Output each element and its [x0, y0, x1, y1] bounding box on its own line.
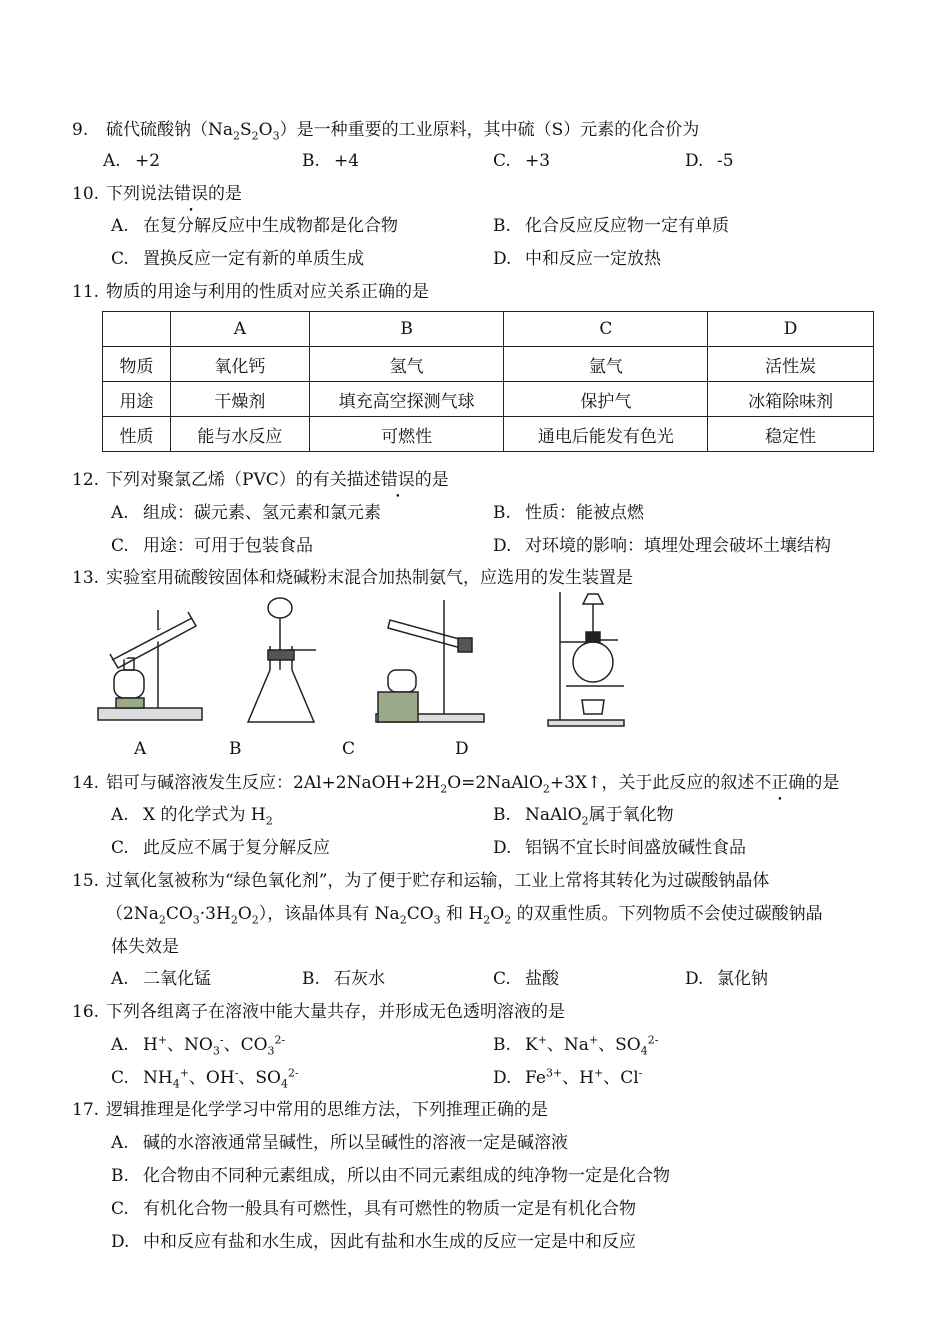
- stem-text: S: [240, 120, 252, 140]
- option-label: C.: [111, 1199, 129, 1219]
- subscript: 2: [233, 129, 241, 143]
- superscript: -: [234, 1066, 239, 1080]
- table-cell: 干燥剂: [170, 382, 309, 417]
- question-14-stem: [72, 771, 839, 795]
- stem-text: ）是一种重要的工业原料，其中硫（S）元素的化合价为: [279, 120, 700, 140]
- stem-text: 硫代硫酸钠（Na: [106, 120, 234, 140]
- option-text: +3: [525, 151, 551, 171]
- question-number: 17.: [72, 1100, 100, 1120]
- stem-text: （2Na: [106, 904, 159, 924]
- table-cell: 保护气: [504, 382, 708, 417]
- subscript: 2: [251, 129, 259, 143]
- option-b: [493, 501, 644, 525]
- stem-text: O: [237, 904, 252, 924]
- subscript: 4: [172, 1077, 180, 1091]
- option-label: B.: [302, 969, 320, 989]
- stem-text: 过氧化氢被称为“绿色氧化剂”，为了便于贮存和运输，工业上常将其转化为过碳酸钠晶体: [106, 871, 770, 891]
- table-row: [103, 417, 874, 452]
- option-text: 中和反应有盐和水生成，因此有盐和水生成的反应一定是中和反应: [143, 1232, 636, 1252]
- question-17-stem: [72, 1098, 548, 1122]
- property-table: [102, 311, 874, 452]
- ion-text: K: [525, 1035, 538, 1055]
- option-label: B.: [302, 151, 320, 171]
- option-text: 化合反应反应物一定有单质: [525, 216, 729, 236]
- option-label: A.: [111, 216, 129, 236]
- superscript: +: [593, 1066, 604, 1080]
- subscript: 2: [251, 913, 259, 927]
- option-label: B.: [111, 1166, 129, 1186]
- figure-label: B: [229, 739, 242, 759]
- superscript: -: [219, 1033, 224, 1047]
- ion-text: 、Na: [546, 1035, 589, 1055]
- stem-text: O=2NaAlO: [447, 773, 543, 793]
- ion-text: 、OH: [188, 1068, 235, 1088]
- figure-label: C: [342, 739, 356, 759]
- stem-text: +3X↑，关于此反应的叙述: [549, 773, 755, 793]
- option-text: NaAlO: [525, 805, 582, 825]
- stem-text: 下列说法: [106, 184, 174, 204]
- stem-text: 体失效是: [111, 937, 179, 957]
- option-label: A.: [103, 151, 121, 171]
- option-text: 有机化合物一般具有可燃性，具有可燃性的物质一定是有机化合物: [143, 1199, 636, 1219]
- option-b: [493, 214, 729, 238]
- option-b: [111, 1164, 670, 1188]
- option-text: 二氧化锰: [143, 969, 211, 989]
- option-label: B.: [493, 1035, 511, 1055]
- question-number: 16.: [72, 1002, 100, 1022]
- apparatus-a-icon: [98, 610, 202, 720]
- option-label: A.: [111, 805, 129, 825]
- question-number: 12.: [72, 470, 100, 490]
- question-13-stem: [72, 566, 633, 590]
- stem-text: ），该晶体具有 Na: [258, 904, 400, 924]
- option-text: 属于氧化物: [588, 805, 674, 825]
- subscript: 3: [272, 129, 280, 143]
- stem-text: 的双重性质。下列物质不会使过碳酸钠晶: [511, 904, 823, 924]
- figure-label: A: [134, 739, 147, 759]
- emphasis-text: 错误: [174, 184, 208, 204]
- question-15-stem-line3: [111, 935, 179, 959]
- ion-text: H: [143, 1035, 158, 1055]
- option-c: [111, 247, 364, 271]
- superscript: +: [157, 1033, 168, 1047]
- subscript: 3: [212, 1044, 220, 1058]
- table-cell: 活性炭: [708, 347, 874, 382]
- option-label: D.: [493, 536, 512, 556]
- figure-label: D: [455, 739, 469, 759]
- subscript: 3: [192, 913, 200, 927]
- option-c: [493, 149, 550, 173]
- option-label: D.: [685, 969, 704, 989]
- subscript: 2: [483, 913, 491, 927]
- question-16-stem: [72, 1000, 565, 1024]
- question-number: 13.: [72, 568, 100, 588]
- subscript: 2: [399, 913, 407, 927]
- table-cell: 氢气: [309, 347, 504, 382]
- option-c: [111, 1066, 299, 1090]
- ion-text: 、Cl: [603, 1068, 639, 1088]
- table-cell: 能与水反应: [170, 417, 309, 452]
- subscript: 4: [281, 1077, 288, 1091]
- table-cell: 稳定性: [708, 417, 874, 452]
- superscript: -: [638, 1066, 643, 1080]
- option-text: 化合物由不同种元素组成，所以由不同元素组成的纯净物一定是化合物: [143, 1166, 670, 1186]
- stem-text: O: [490, 904, 505, 924]
- option-d: [111, 1230, 636, 1254]
- ion-text: Fe: [525, 1068, 546, 1088]
- option-a: [111, 501, 381, 525]
- emphasis-text: 不正确: [754, 773, 806, 793]
- stem-text: 下列各组离子在溶液中能大量共存，并形成无色透明溶液的是: [106, 1002, 565, 1022]
- subscript: 2: [504, 913, 512, 927]
- stem-text: CO: [165, 904, 193, 924]
- stem-text: O: [258, 120, 273, 140]
- superscript: +: [588, 1033, 599, 1047]
- ion-text: 、SO: [598, 1035, 641, 1055]
- subscript: 2: [581, 814, 589, 828]
- option-text: 石灰水: [334, 969, 385, 989]
- table-row: [103, 382, 874, 417]
- stem-text: ·3H: [199, 904, 231, 924]
- option-a: [111, 214, 398, 238]
- stem-text: 实验室用硫酸铵固体和烧碱粉末混合加热制氨气，应选用的发生装置是: [106, 568, 633, 588]
- question-15-stem: [72, 869, 769, 893]
- option-d: [685, 967, 768, 991]
- apparatus-c-icon: [376, 600, 484, 722]
- superscript: 2-: [288, 1066, 299, 1080]
- apparatus-d-icon: [548, 592, 624, 726]
- option-c: [493, 967, 559, 991]
- option-text: -5: [717, 151, 734, 171]
- option-text: 碱的水溶液通常呈碱性，所以呈碱性的溶液一定是碱溶液: [143, 1133, 568, 1153]
- table-cell: [103, 312, 171, 347]
- table-cell: 氧化钙: [170, 347, 309, 382]
- option-a: [111, 803, 273, 827]
- option-text: 氯化钠: [717, 969, 768, 989]
- option-label: C.: [111, 249, 129, 269]
- ion-text: 、SO: [238, 1068, 281, 1088]
- superscript: 3+: [545, 1066, 563, 1080]
- stem-text: 铝可与碱溶液发生反应：2Al+2NaOH+2H: [106, 773, 441, 793]
- question-number: 9.: [72, 120, 89, 140]
- table-header-row: [103, 312, 874, 347]
- question-number: 14.: [72, 773, 100, 793]
- table-cell: 冰箱除味剂: [708, 382, 874, 417]
- table-cell: 填充高空探测气球: [309, 382, 504, 417]
- option-a: [111, 967, 211, 991]
- stem-text: 下列对聚氯乙烯（PVC）的有关描述: [106, 470, 381, 490]
- option-label: A.: [111, 503, 129, 523]
- apparatus-figure: [88, 590, 648, 732]
- option-text: 铝锅不宜长时间盛放碱性食品: [525, 838, 746, 858]
- option-label: C.: [111, 536, 129, 556]
- subscript: 2: [265, 814, 273, 828]
- emphasis-text: 错误: [380, 470, 415, 490]
- option-label: C.: [111, 1068, 129, 1088]
- option-label: A.: [111, 1035, 129, 1055]
- subscript: 2: [158, 913, 166, 927]
- apparatus-b-icon: [248, 598, 316, 722]
- subscript: 2: [542, 782, 550, 796]
- option-label: A.: [111, 1133, 129, 1153]
- option-label: B.: [493, 216, 511, 236]
- table-cell: 性质: [103, 417, 171, 452]
- option-label: D.: [493, 1068, 512, 1088]
- option-label: D.: [493, 249, 512, 269]
- question-12-stem: [72, 468, 449, 492]
- question-number: 10.: [72, 184, 100, 204]
- table-row: [103, 347, 874, 382]
- table-cell: 通电后能发有色光: [504, 417, 708, 452]
- option-text: 中和反应一定放热: [525, 249, 661, 269]
- option-c: [111, 836, 330, 860]
- ion-text: NH: [143, 1068, 173, 1088]
- ion-text: 、H: [562, 1068, 594, 1088]
- question-number: 15.: [72, 871, 100, 891]
- option-text: 性质：能被点燃: [525, 503, 644, 523]
- stem-text: CO: [406, 904, 434, 924]
- stem-text: 和 H: [440, 904, 484, 924]
- stem-text: 的是: [414, 470, 449, 490]
- option-c: [111, 534, 313, 558]
- option-d: [493, 534, 831, 558]
- option-c: [111, 1197, 636, 1221]
- stem-text: 物质的用途与利用的性质对应关系正确的是: [106, 282, 429, 302]
- option-b: [493, 1033, 658, 1057]
- subscript: 4: [640, 1044, 648, 1058]
- option-d: [493, 247, 661, 271]
- option-text: 用途：可用于包装食品: [143, 536, 313, 556]
- option-text: 组成：碳元素、氢元素和氯元素: [143, 503, 381, 523]
- option-d: [685, 149, 734, 173]
- option-text: +4: [334, 151, 360, 171]
- subscript: 2: [440, 782, 448, 796]
- table-cell: A: [170, 312, 309, 347]
- stem-text: 的是: [208, 184, 242, 204]
- table-cell: 物质: [103, 347, 171, 382]
- stem-text: 逻辑推理是化学学习中常用的思维方法，下列推理正确的是: [106, 1100, 548, 1120]
- option-text: +2: [135, 151, 161, 171]
- table-cell: B: [309, 312, 504, 347]
- option-text: 在复分解反应中生成物都是化合物: [143, 216, 398, 236]
- option-label: A.: [111, 969, 129, 989]
- option-b: [302, 149, 359, 173]
- table-cell: C: [504, 312, 708, 347]
- table-cell: D: [708, 312, 874, 347]
- option-label: C.: [111, 838, 129, 858]
- option-label: D.: [685, 151, 704, 171]
- option-a: [103, 149, 160, 173]
- option-b: [302, 967, 385, 991]
- superscript: 2-: [647, 1033, 659, 1047]
- table-cell: 可燃性: [309, 417, 504, 452]
- option-text: 盐酸: [525, 969, 559, 989]
- option-label: B.: [493, 503, 511, 523]
- superscript: +: [537, 1033, 547, 1047]
- table-cell: 氩气: [504, 347, 708, 382]
- option-label: C.: [493, 151, 511, 171]
- option-text: 置换反应一定有新的单质生成: [143, 249, 364, 269]
- option-text: X 的化学式为 H: [143, 805, 266, 825]
- stem-text: 的是: [805, 773, 840, 793]
- subscript: 3: [433, 913, 441, 927]
- ion-text: 、CO: [223, 1035, 268, 1055]
- option-d: [493, 1066, 642, 1090]
- option-label: C.: [493, 969, 511, 989]
- question-15-stem-line2: [106, 902, 823, 926]
- superscript: +: [179, 1066, 189, 1080]
- option-label: D.: [493, 838, 512, 858]
- question-number: 11.: [72, 282, 100, 302]
- option-label: D.: [111, 1232, 130, 1252]
- option-text: 对环境的影响：填埋处理会破坏土壤结构: [525, 536, 831, 556]
- option-text: 此反应不属于复分解反应: [143, 838, 330, 858]
- option-d: [493, 836, 746, 860]
- question-10-stem: [72, 182, 242, 206]
- option-b: [493, 803, 674, 827]
- subscript: 2: [230, 913, 238, 927]
- question-9-stem: [72, 118, 699, 142]
- option-label: B.: [493, 805, 511, 825]
- superscript: 2-: [274, 1033, 286, 1047]
- question-11-stem: [72, 280, 429, 304]
- table-cell: 用途: [103, 382, 171, 417]
- subscript: 3: [267, 1044, 275, 1058]
- option-a: [111, 1131, 568, 1155]
- ion-text: 、NO: [167, 1035, 213, 1055]
- option-a: [111, 1033, 285, 1057]
